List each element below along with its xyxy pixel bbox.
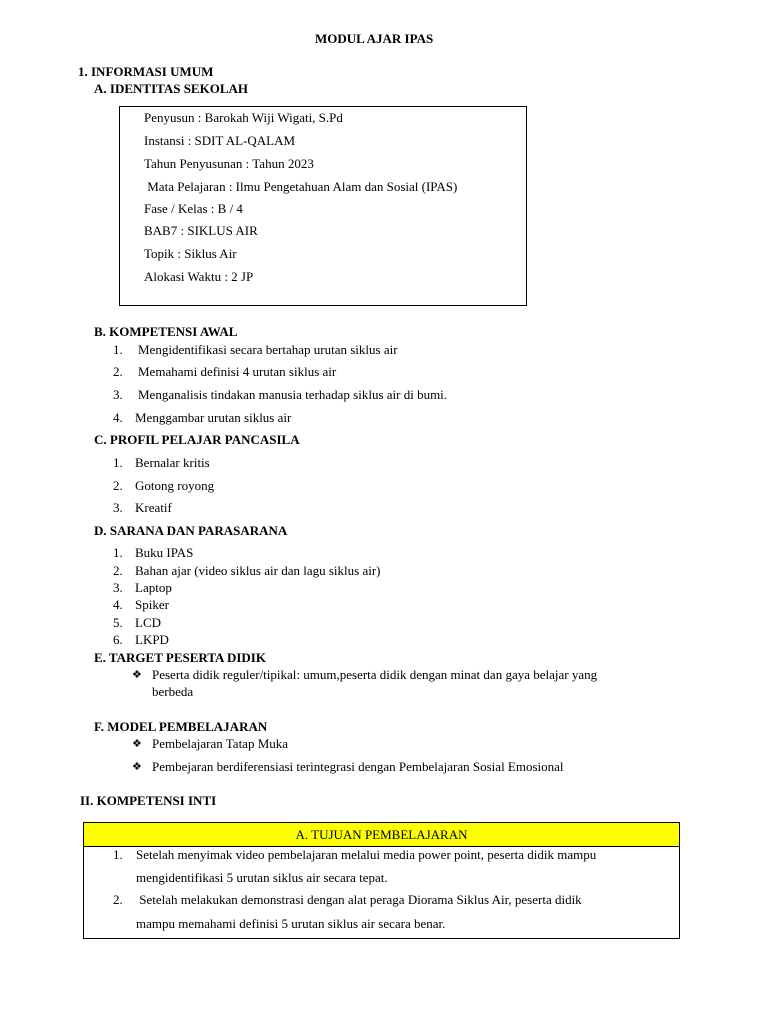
section-informasi-umum-heading: 1. INFORMASI UMUM: [78, 64, 214, 79]
identitas-tahun: Tahun Penyusunan : Tahun 2023: [144, 156, 314, 171]
list-item-number: 4.: [113, 597, 123, 612]
list-item-number: 2.: [113, 478, 123, 493]
list-item-number: 2.: [113, 364, 123, 379]
list-item-number: 3.: [113, 387, 123, 402]
list-item: Bahan ajar (video siklus air dan lagu siklus air): [135, 563, 381, 578]
list-item-number: 1.: [113, 455, 123, 470]
list-item-number: 3.: [113, 500, 123, 515]
list-item: Laptop: [135, 580, 172, 595]
identitas-alokasi: Alokasi Waktu : 2 JP: [144, 269, 254, 284]
identitas-fase: Fase / Kelas : B / 4: [144, 201, 243, 216]
list-item-number: 4.: [113, 410, 123, 425]
list-item: Memahami definisi 4 urutan siklus air: [138, 364, 337, 379]
kompetensi-inti-heading: II. KOMPETENSI INTI: [80, 793, 217, 808]
list-item: Spiker: [135, 597, 169, 612]
tujuan-item-line: mengidentifikasi 5 urutan siklus air secara tepat.: [136, 870, 388, 885]
list-item: Menganalisis tindakan manusia terhadap siklus air di bumi.: [138, 387, 448, 402]
list-item-number: 6.: [113, 632, 123, 647]
identitas-instansi: Instansi : SDIT AL-QALAM: [144, 133, 296, 148]
list-item: Menggambar urutan siklus air: [135, 410, 292, 425]
list-item: LKPD: [135, 632, 169, 647]
model-pembelajaran-heading: F. MODEL PEMBELAJARAN: [94, 719, 268, 734]
list-item: Mengidentifikasi secara bertahap urutan siklus air: [138, 342, 398, 357]
diamond-bullet-icon: ❖: [132, 760, 142, 773]
list-item-number: 2.: [113, 892, 123, 907]
list-item: LCD: [135, 615, 161, 630]
kompetensi-awal-heading: B. KOMPETENSI AWAL: [94, 324, 238, 339]
list-item: Bernalar kritis: [135, 455, 210, 470]
list-item-number: 5.: [113, 615, 123, 630]
identitas-topik: Topik : Siklus Air: [144, 246, 237, 261]
list-item-number: 3.: [113, 580, 123, 595]
target-peserta-text-cont: berbeda: [152, 684, 194, 699]
sarana-heading: D. SARANA DAN PARASARANA: [94, 523, 288, 538]
list-item-number: 2.: [113, 563, 123, 578]
tujuan-pembelajaran-header: A. TUJUAN PEMBELAJARAN: [84, 823, 679, 847]
list-item-number: 1.: [113, 342, 123, 357]
target-peserta-heading: E. TARGET PESERTA DIDIK: [94, 650, 266, 665]
document-title: MODUL AJAR IPAS: [315, 31, 434, 46]
list-item: Buku IPAS: [135, 545, 194, 560]
list-item: Kreatif: [135, 500, 172, 515]
identitas-sekolah-heading: A. IDENTITAS SEKOLAH: [94, 81, 248, 96]
identitas-penyusun: Penyusun : Barokah Wiji Wigati, S.Pd: [144, 110, 343, 125]
list-item-number: 1.: [113, 545, 123, 560]
list-item: Pembelajaran Tatap Muka: [152, 736, 289, 751]
tujuan-item-line: Setelah melakukan demonstrasi dengan alat peraga Diorama Siklus Air, peserta didik: [136, 892, 582, 907]
tujuan-item-line: mampu memahami definisi 5 urutan siklus air secara benar.: [136, 916, 446, 931]
list-item-number: 1.: [113, 847, 123, 862]
profil-pelajar-heading: C. PROFIL PELAJAR PANCASILA: [94, 432, 300, 447]
identitas-bab: BAB7 : SIKLUS AIR: [144, 223, 258, 238]
list-item: Gotong royong: [135, 478, 215, 493]
diamond-bullet-icon: ❖: [132, 737, 142, 750]
diamond-bullet-icon: ❖: [132, 668, 142, 681]
list-item: Pembejaran berdiferensiasi terintegrasi dengan Pembelajaran Sosial Emosional: [152, 759, 564, 774]
target-peserta-text: Peserta didik reguler/tipikal: umum,peserta didik dengan minat dan gaya belajar yang: [152, 667, 598, 682]
tujuan-item-line: Setelah menyimak video pembelajaran melalui media power point, peserta didik mampu: [136, 847, 597, 862]
identitas-mapel: Mata Pelajaran : Ilmu Pengetahuan Alam dan Sosial (IPAS): [144, 179, 458, 194]
